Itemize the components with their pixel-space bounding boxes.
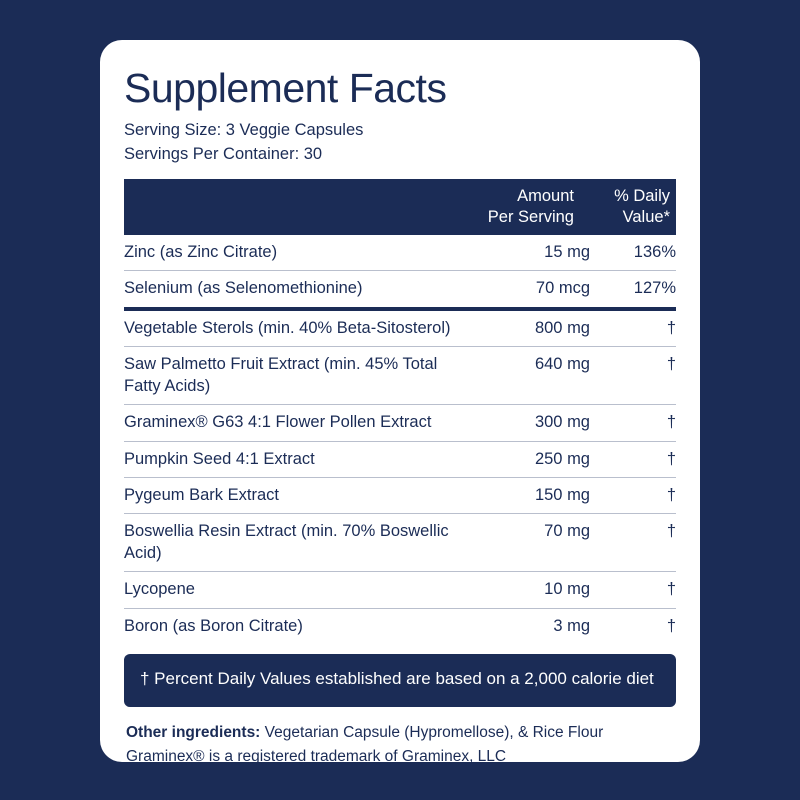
nutrient-daily-value: † bbox=[590, 478, 676, 514]
nutrient-amount: 640 mg bbox=[462, 347, 590, 405]
nutrient-daily-value: 127% bbox=[590, 271, 676, 309]
table-row bbox=[124, 514, 676, 572]
nutrient-amount: 250 mg bbox=[462, 441, 590, 477]
nutrient-name: Graminex® G63 4:1 Flower Pollen Extract bbox=[124, 405, 462, 441]
other-ingredients-label: Other ingredients: bbox=[126, 723, 261, 741]
table-row bbox=[124, 347, 676, 405]
nutrient-name: Zinc (as Zinc Citrate) bbox=[124, 235, 462, 271]
nutrient-name: Boswellia Resin Extract (min. 70% Boswellic Acid) bbox=[124, 514, 462, 572]
nutrient-name: Pygeum Bark Extract bbox=[124, 478, 462, 514]
other-ingredients bbox=[124, 721, 676, 769]
nutrient-daily-value: † bbox=[590, 309, 676, 347]
column-header-dv-line1: % Daily bbox=[614, 186, 670, 205]
nutrient-amount: 300 mg bbox=[462, 405, 590, 441]
nutrient-amount: 800 mg bbox=[462, 309, 590, 347]
nutrient-daily-value: † bbox=[590, 514, 676, 572]
column-header-amount-line2: Per Serving bbox=[487, 207, 574, 226]
table-row bbox=[124, 608, 676, 644]
supplement-facts-panel bbox=[100, 40, 700, 765]
nutrient-name: Saw Palmetto Fruit Extract (min. 45% Total Fatty Acids) bbox=[124, 347, 462, 405]
column-header-dv-line2: Value* bbox=[622, 207, 670, 226]
nutrient-daily-value: † bbox=[590, 441, 676, 477]
nutrient-name: Pumpkin Seed 4:1 Extract bbox=[124, 441, 462, 477]
table-row bbox=[124, 309, 676, 347]
nutrient-daily-value: † bbox=[590, 347, 676, 405]
nutrient-daily-value: 136% bbox=[590, 235, 676, 271]
nutrient-amount: 3 mg bbox=[553, 616, 590, 635]
nutrient-name: Lycopene bbox=[124, 572, 462, 608]
nutrient-daily-value: † bbox=[590, 572, 676, 608]
page-title: Supplement Facts bbox=[124, 65, 447, 111]
table-row bbox=[124, 271, 676, 309]
table-header-band bbox=[124, 179, 676, 235]
column-header-daily-value bbox=[584, 186, 676, 228]
nutrient-name: Selenium (as Selenomethionine) bbox=[124, 271, 462, 309]
column-header-amount-line1: Amount bbox=[517, 186, 574, 205]
daily-value-footnote: † Percent Daily Values established are based on a 2,000 calorie diet bbox=[124, 654, 676, 707]
nutrient-amount: 150 mg bbox=[462, 478, 590, 514]
table-row bbox=[124, 405, 676, 441]
table-row bbox=[124, 441, 676, 477]
nutrient-name: Boron (as Boron Citrate) bbox=[124, 616, 303, 635]
nutrient-amount: 70 mcg bbox=[462, 271, 590, 309]
table-row bbox=[124, 235, 676, 271]
table-row bbox=[124, 478, 676, 514]
nutrient-amount: 15 mg bbox=[462, 235, 590, 271]
table-row bbox=[124, 572, 676, 608]
nutrient-daily-value: † bbox=[666, 616, 676, 635]
column-header-amount bbox=[446, 186, 584, 228]
nutrient-daily-value: † bbox=[590, 405, 676, 441]
serving-size: Serving Size: 3 Veggie Capsules bbox=[124, 121, 364, 140]
servings-per-container: Servings Per Container: 30 bbox=[124, 145, 323, 164]
nutrient-amount: 70 mg bbox=[462, 514, 590, 572]
nutrient-table bbox=[124, 235, 676, 644]
other-ingredients-text: Vegetarian Capsule (Hypromellose), & Rice Flour bbox=[264, 723, 604, 741]
nutrient-name: Vegetable Sterols (min. 40% Beta-Sitosterol) bbox=[124, 309, 462, 347]
trademark-note: Graminex® is a registered trademark of Graminex, LLC bbox=[126, 747, 507, 765]
nutrient-amount: 10 mg bbox=[462, 572, 590, 608]
